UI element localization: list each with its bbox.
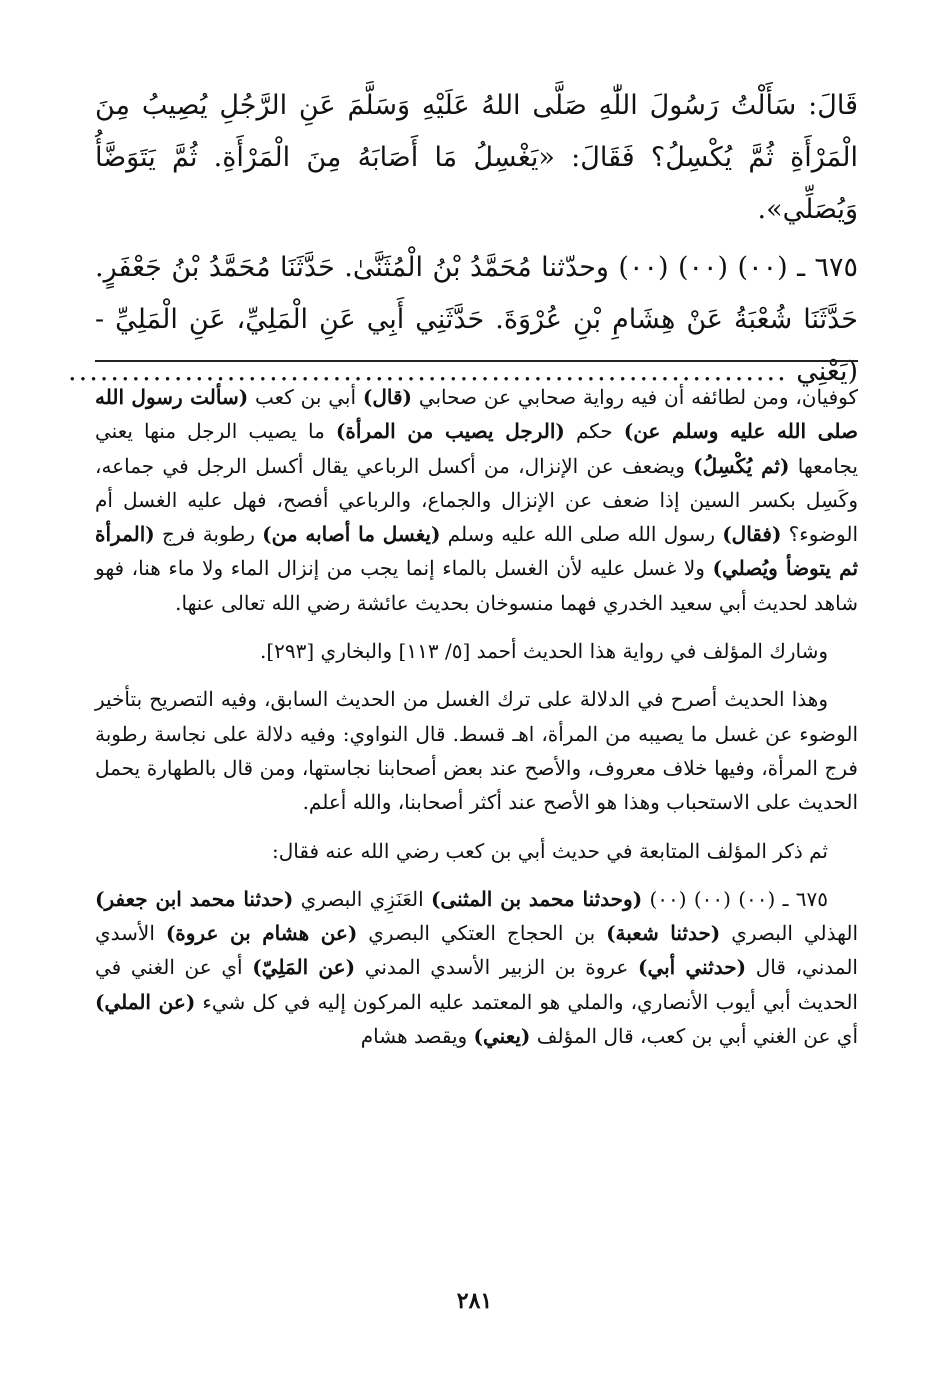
bold-matn-segment: (حدثنا محمد ابن جعفر) xyxy=(95,886,294,911)
text-segment: رسول الله صلى الله عليه وسلم xyxy=(440,522,723,547)
commentary-paragraph-3 xyxy=(95,682,858,819)
text-segment: أي عن الغني في الحديث أبي أيوب الأنصاري، والملي هو المعتمد عليه المركون إليه في كل شيء xyxy=(95,955,858,1014)
text-segment: ما يصيب الرجل منها يعني يجامعها xyxy=(95,419,858,478)
text-segment: الهذلي البصري xyxy=(720,921,859,946)
text-segment: ٦٧٥ ـ (٠٠) (٠٠) (٠٠) xyxy=(642,886,828,911)
bold-matn-segment: (الرجل يصيب من المرأة) xyxy=(335,419,565,444)
hadith-isnad: ٦٧٥ ـ (٠٠) (٠٠) (٠٠) وحدّثنا مُحَمَّدُ بْنُ الْمُثَنَّىٰ. حَدَّثَنَا مُحَمَّدُ بْنُ جَعْفَرٍ. حَدَّثَنَا شُعْبَةُ عَنْ هِشَامِ بْنِ عُرْوَةَ. حَدَّثَنِي أَبِي عَنِ الْمَلِيِّ، عَنِ الْمَلِيِّ - (يَعْنِي xyxy=(95,252,858,387)
text-segment: عروة بن الزبير الأسدي المدني xyxy=(355,955,638,980)
separator-rule xyxy=(95,360,858,362)
text-segment: أبي بن كعب xyxy=(248,385,363,409)
commentary-block xyxy=(95,380,858,1053)
bold-matn-segment: (حدثني أبي) xyxy=(637,955,747,980)
commentary-paragraph-1 xyxy=(95,380,858,620)
hadith-paragraph-2 xyxy=(68,242,858,398)
bold-matn-segment: (سألت رسول الله صلى الله عليه وسلم عن) xyxy=(95,385,858,444)
page-number: ٢٨١ xyxy=(456,1288,493,1314)
commentary-paragraph-2: وشارك المؤلف في رواية هذا الحديث أحمد [٥/ ١١٣] والبخاري [٢٩٣]. xyxy=(259,639,828,664)
text-segment: بن الحجاج العتكي البصري xyxy=(357,921,607,946)
text-segment: كوفيان، ومن لطائفه أن فيه رواية صحابي عن صحابي xyxy=(412,385,859,409)
text-segment: حكم xyxy=(564,419,624,444)
text-segment: وهذا الحديث أصرح في الدلالة على ترك الغسل من الحديث السابق، وفيه التصريح بتأخير الوضوء عن غسل ما يصيبه من المرأة، اهـ قسط. قال النواوي: وفيه دلالة على نجاسة رطوبة فرج المرأة، وفيها خلاف معروف، والأصح عند بعض أصحابنا نجاستها، ومن قال بالطهارة يحمل الحديث على الاستحباب وهذا هو الأصح عند أكثر أصحابنا، والله أعلم. xyxy=(95,687,858,815)
commentary-paragraph-4: ثم ذكر المؤلف المتابعة في حديث أبي بن كعب رضي الله عنه فقال: xyxy=(272,838,828,863)
text-segment: العَنَزِي البصري xyxy=(293,886,431,911)
bold-matn-segment: (حدثنا شعبة) xyxy=(606,921,721,946)
text-segment: ويقصد هشام xyxy=(360,1024,474,1049)
bold-matn-segment: (المرأة ثم يتوضأ ويُصلي) xyxy=(95,522,859,581)
bold-matn-segment: (يعني) xyxy=(473,1024,531,1049)
bold-matn-segment: (عن المَلِيّ) xyxy=(252,955,356,980)
text-segment: ولا غسل عليه لأن الغسل بالماء إنما يجب من إنزال الماء ولا ماء هنا، فهو شاهد لحديث أبي سعيد الخدري فهما منسوخان بحديث عائشة رضي الله تعالى عنها. xyxy=(95,556,858,615)
hadith-text-block xyxy=(68,80,858,398)
continuation-dots: .................................................................... xyxy=(68,356,788,387)
bold-matn-segment: (ثم يُكْسِلُ) xyxy=(693,453,790,478)
text-segment: ويضعف عن الإنزال، من أكسل الرباعي يقال أكسل الرجل في جماعه، وكَسِل بكسر السين إذا ضعف عن الإنزال والجماع، والرباعي أفصح، فهل عليه الغسل أم الوضوء؟ xyxy=(95,453,858,547)
commentary-paragraph-5 xyxy=(95,882,858,1053)
text-segment: أي عن الغني أبي بن كعب، قال المؤلف xyxy=(530,1024,858,1049)
bold-matn-segment: (عن الملي) xyxy=(95,989,196,1014)
text-segment: الأسدي المدني، قال xyxy=(95,921,858,980)
bold-matn-segment: (عن هشام بن عروة) xyxy=(165,921,358,946)
bold-matn-segment: (فقال) xyxy=(722,522,782,547)
hadith-paragraph-1: قَالَ: سَأَلْتُ رَسُولَ اللّٰهِ صَلَّى اللهُ عَلَيْهِ وَسَلَّمَ عَنِ الرَّجُلِ يُصِيبُ مِنَ الْمَرْأَةِ ثُمَّ يُكْسِلُ؟ فَقَالَ: «يَغْسِلُ مَا أَصَابَهُ مِنَ الْمَرْأَةِ. ثُمَّ يَتَوَضَّأُ وَيُصَلِّي». xyxy=(95,90,858,225)
text-segment: رطوبة فرج xyxy=(154,522,263,547)
bold-matn-segment: (يغسل ما أصابه من) xyxy=(262,522,441,547)
bold-matn-segment: (وحدثنا محمد بن المثنى) xyxy=(430,886,643,911)
bold-matn-segment: (قال) xyxy=(362,385,412,409)
